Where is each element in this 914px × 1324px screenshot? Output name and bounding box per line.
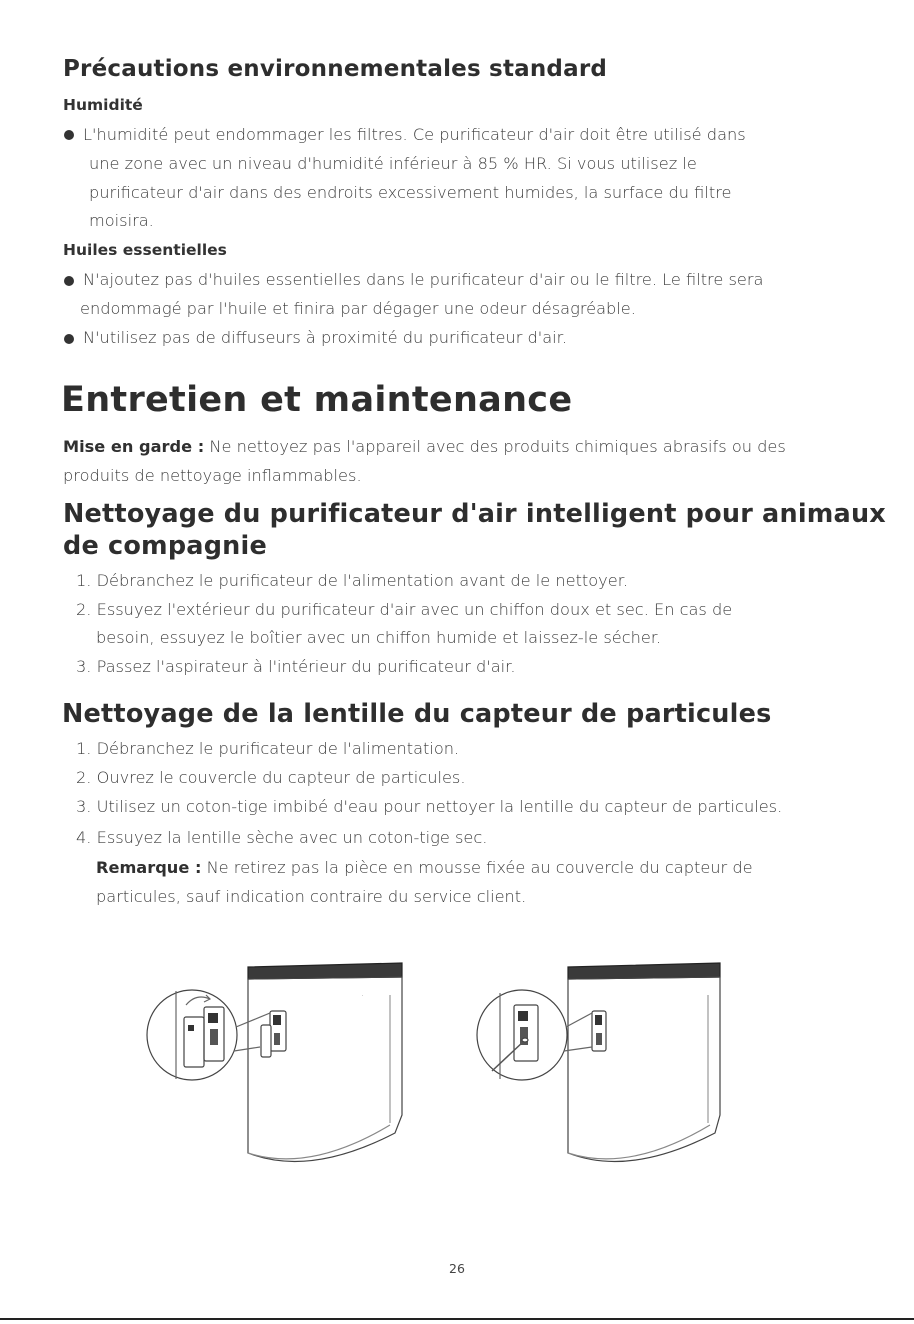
cleaning-step-2-cont: besoin, essuyez le boîtier avec un chiffon humide et laissez-le sécher. [96,628,662,647]
note-line-1 [96,858,753,877]
note-text: Ne retirez pas la pièce en mousse fixée au couvercle du capteur de [201,858,753,877]
bullet-icon [64,334,74,344]
section-title-lens: Nettoyage de la lentille du capteur de particules [62,699,772,729]
lens-step-4: 4. Essuyez la lentille sèche avec un coton-tige sec. [76,828,488,847]
lens-step-2: 2. Ouvrez le couvercle du capteur de particules. [76,768,466,787]
oils-bullet1-line-2: endommagé par l'huile et finira par dégager une odeur désagréable. [80,299,636,318]
section-title-cleaning-line-1: Nettoyage du purificateur d'air intelligent pour animaux [63,499,886,529]
note-line-2: particules, sauf indication contraire du service client. [96,887,527,906]
lens-step-1: 1. Débranchez le purificateur de l'alimentation. [76,739,460,758]
cleaning-step-1: 1. Débranchez le purificateur de l'alimentation avant de le nettoyer. [76,571,629,590]
humidity-line-1: L'humidité peut endommager les filtres. Ce purificateur d'air doit être utilisé dans [83,125,746,144]
cleaning-step-2: 2. Essuyez l'extérieur du purificateur d'air avec un chiffon doux et sec. En cas de [76,600,733,619]
svg-text:·: · [362,993,364,998]
bottom-rule [0,1318,914,1320]
humidity-line-3: purificateur d'air dans des endroits excessivement humides, la surface du filtre [89,183,732,202]
subheading-humidity: Humidité [63,96,143,114]
note-label: Remarque : [96,858,202,877]
section-title-environment: Précautions environnementales standard [63,56,608,82]
humidity-line-4: moisira. [89,211,154,230]
warning-text: Ne nettoyez pas l'appareil avec des produits chimiques abrasifs ou des [204,437,786,456]
warning-label: Mise en garde : [63,437,205,456]
lens-step-3: 3. Utilisez un coton-tige imbibé d'eau pour nettoyer la lentille du capteur de particules. [76,797,783,816]
purifier-open-sensor-cover-illustration [140,955,410,1175]
bullet-icon [64,276,74,286]
oils-bullet2: N'utilisez pas de diffuseurs à proximité du purificateur d'air. [83,328,567,347]
cleaning-step-3: 3. Passez l'aspirateur à l'intérieur du purificateur d'air. [76,657,516,676]
humidity-line-2: une zone avec un niveau d'humidité inférieur à 85 % HR. Si vous utilisez le [89,154,697,173]
page-number: 26 [449,1261,465,1276]
subheading-essential-oils: Huiles essentielles [63,241,227,259]
purifier-clean-sensor-lens-illustration [470,955,730,1175]
warning-line-2: produits de nettoyage inflammables. [63,466,362,485]
oils-bullet1-line-1: N'ajoutez pas d'huiles essentielles dans le purificateur d'air ou le filtre. Le filtre sera [83,270,764,289]
section-title-care: Entretien et maintenance [61,380,573,420]
bullet-icon [64,130,74,140]
section-title-cleaning-line-2: de compagnie [63,531,267,561]
warning-line-1 [63,437,786,456]
